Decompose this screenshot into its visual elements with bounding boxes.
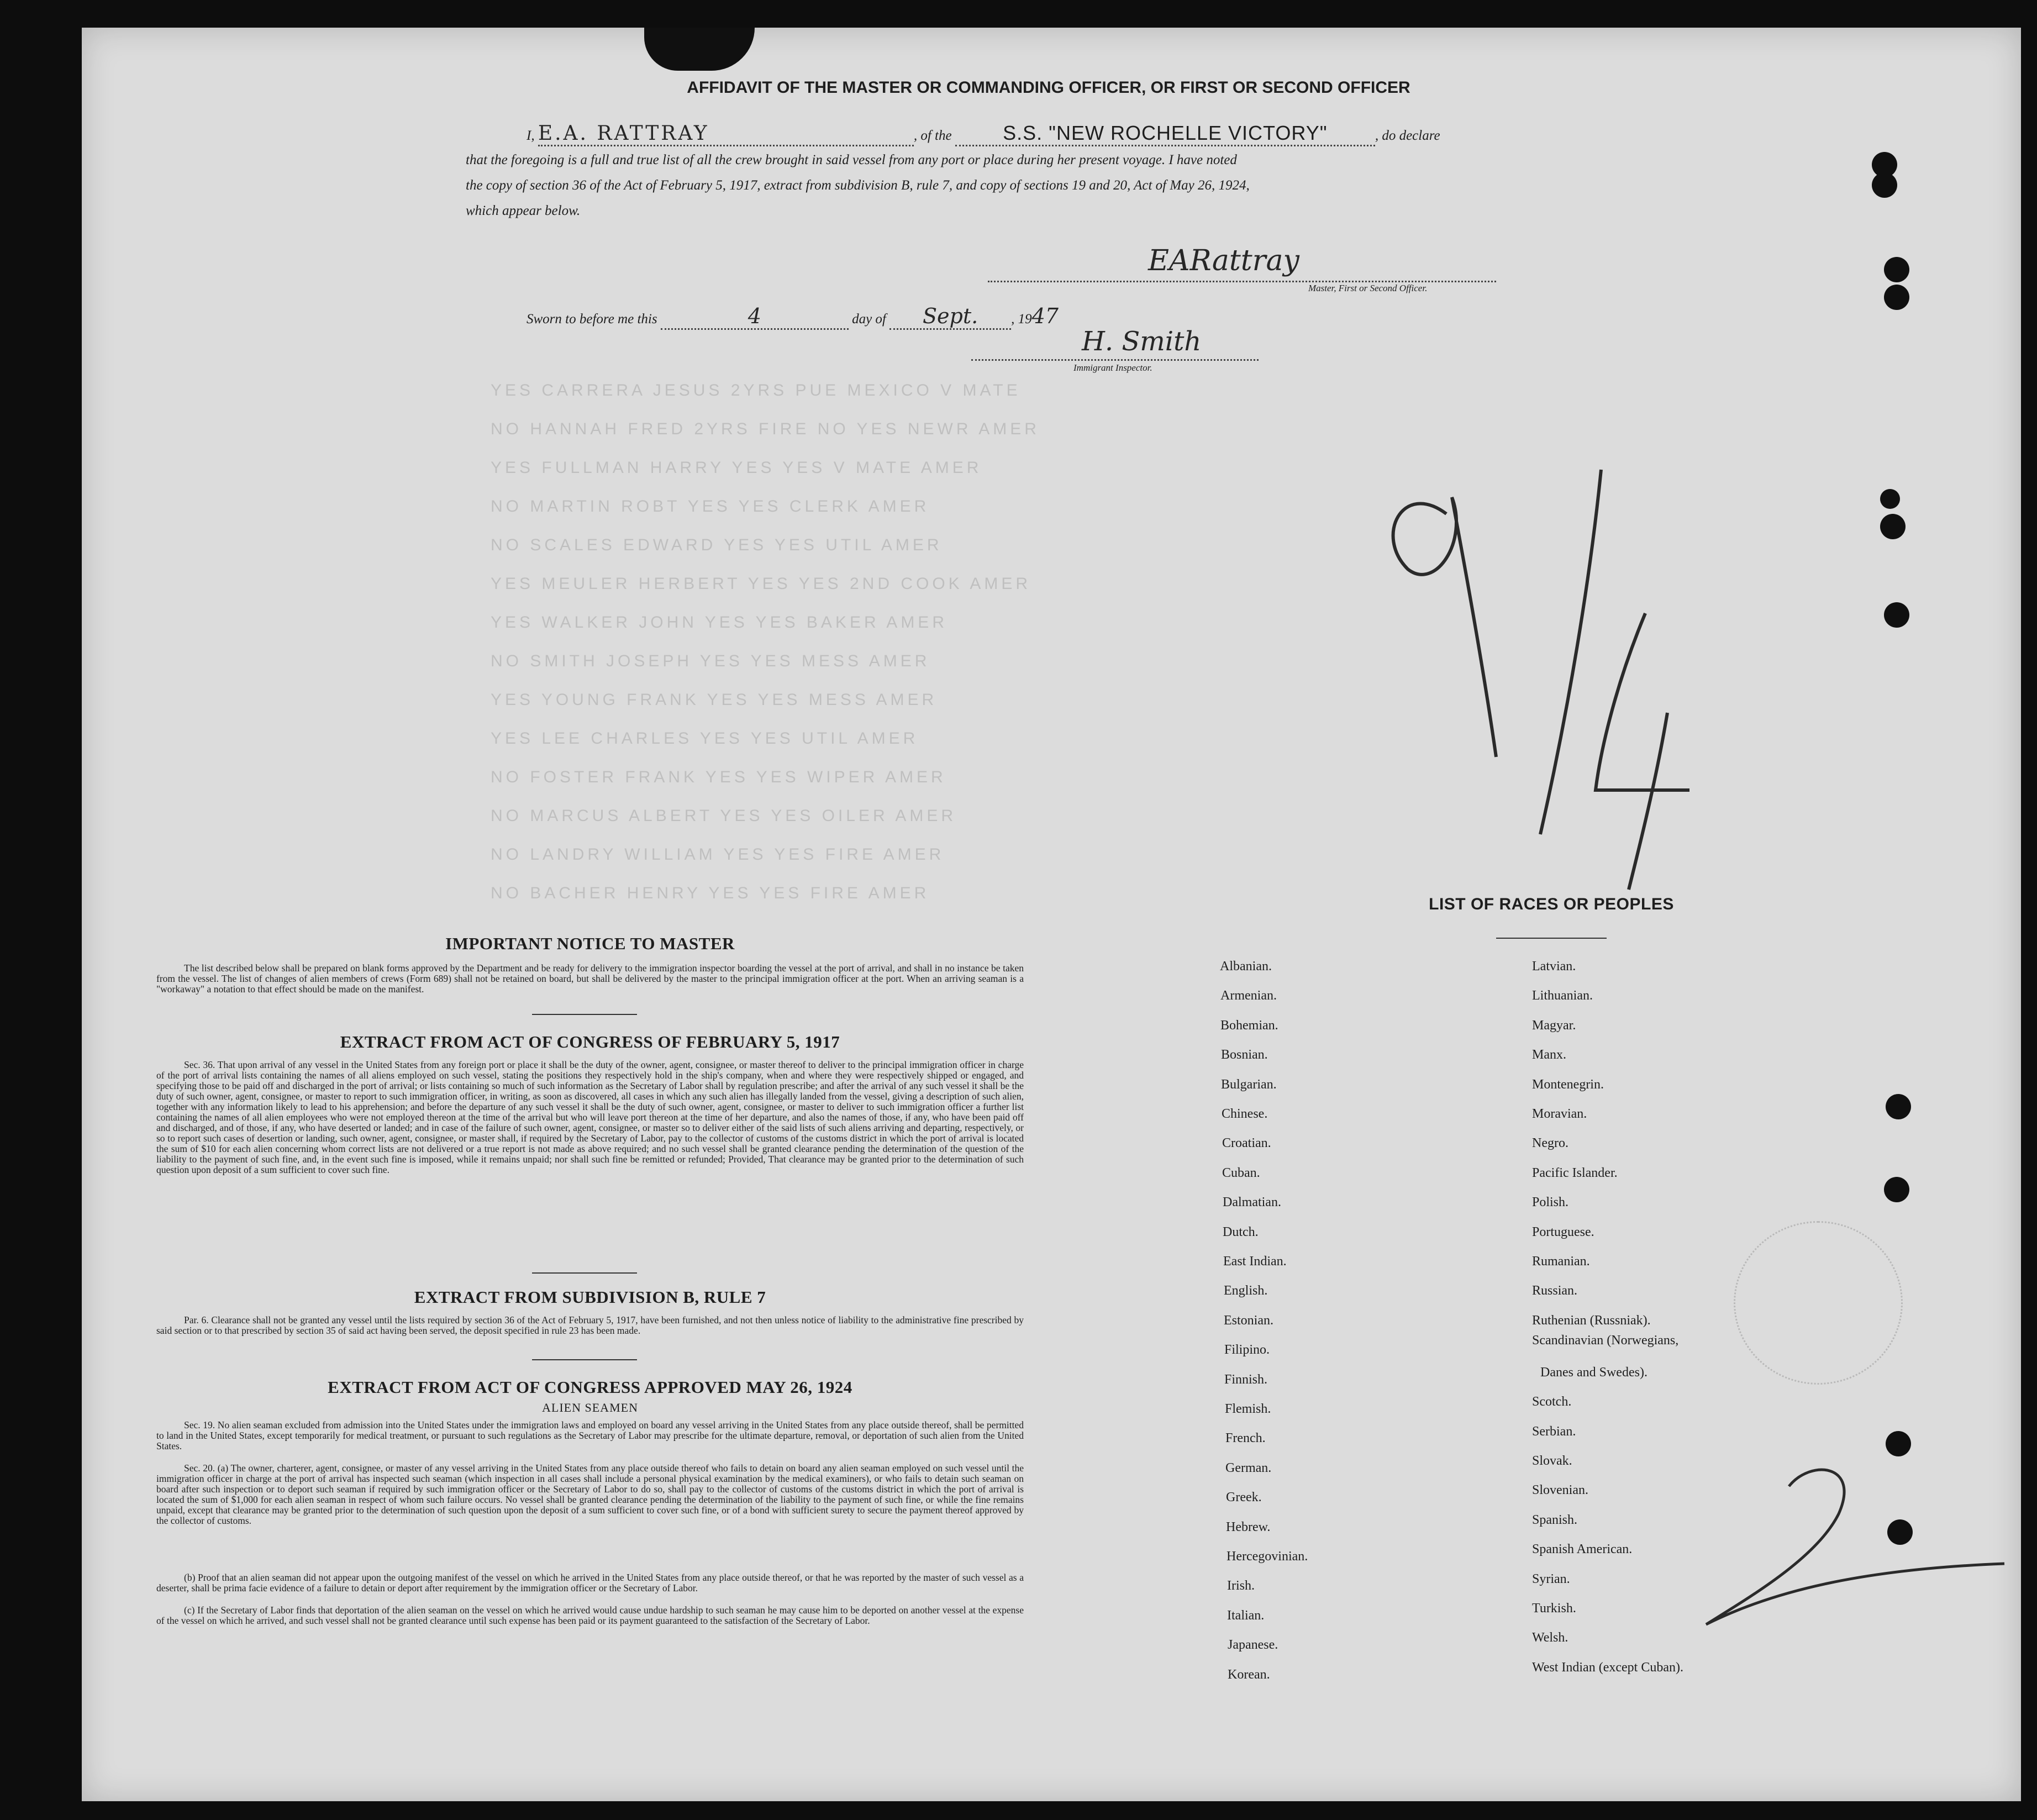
torn-edge <box>644 28 755 71</box>
race-item: Armenian. <box>1220 988 1277 1003</box>
race-item: Montenegrin. <box>1532 1077 1604 1092</box>
bleed-through-text: NO FOSTER FRANK YES YES WIPER AMER <box>491 768 946 786</box>
race-item: Ruthenian (Russniak). <box>1532 1313 1651 1328</box>
divider <box>1496 938 1607 939</box>
race-item: Hebrew. <box>1226 1519 1271 1534</box>
sworn-prefix: Sworn to before me this <box>527 312 657 327</box>
race-item: Cuban. <box>1222 1165 1260 1180</box>
master-signature-caption: Master, First or Second Officer. <box>1308 283 1428 293</box>
sworn-line <box>527 304 1059 330</box>
race-item: Portuguese. <box>1532 1224 1594 1239</box>
race-item: Scotch. <box>1532 1395 1572 1409</box>
extract-1917-text: Sec. 36. That upon arrival of any vessel in the United States from any foreign port or place it shall be the duty of the owner, agent, consignee, or master thereof to deliver to the principal immigration officer in charge of the port of arrival lists containing the names of all aliens employed on such vessel, stating the positions they respectively hold in the ship's company, when and where they were respectively shipped or engaged, and specifying those to be paid off and discharged in the port of arrival; or lists containing so much of such information as the Secretary of Labor shall by regulation prescribe; and after the arrival of any such vessel it shall be the duty of such owner, agent, consignee, or master to report to such immigration officer, in writing, as soon as discovered, all cases in which any such alien has illegally landed from the vessel, giving a description of such alien, together with any information likely to lead to his apprehension; and before the departure of any such vessel it shall be the duty of such owner, agent, consignee, or master to deliver to such immigration officer a further list containing the names of all alien employees who were not employed thereon at the time of the arrival but who will leave port thereon at the time of her departure, and also the names of those, if any, who have been paid off and discharged, and of those, if any, who have deserted or landed; and in case of the failure of such owner, agent, consignee, or master so to deliver either of the said lists of such aliens arriving and departing, respectively, or so to report such cases of desertion or landing, such owner, agent, consignee, or master shall, if required by the Secretary of Labor, pay to the collector of customs of the customs district in which the port of arrival is located the sum of $10 for each alien concerning whom correct lists are not delivered or a true report is not made as above required; and no such vessel shall be granted clearance pending the determination of the question of the liability to the payment of such fine, and, in the event such fine is imposed, while it remains unpaid; nor shall such fine be remitted or refunded; Provided, That clearance may be granted prior to the determination of such question upon deposit of a sum sufficient to cover such fine. <box>156 1059 1024 1175</box>
sworn-day-field <box>661 304 849 330</box>
races-title: LIST OF RACES OR PEOPLES <box>1429 895 1674 913</box>
extract-1924-subtitle: ALIEN SEAMEN <box>542 1401 638 1414</box>
declaration-prefix: I, <box>527 128 535 143</box>
bleed-through-text: YES YOUNG FRANK YES YES MESS AMER <box>491 691 938 709</box>
bleed-through-text: YES CARRERA JESUS 2YRS PUE MEXICO V MATE <box>491 381 1021 399</box>
officer-name: E.A. RATTRAY <box>538 122 709 145</box>
race-item: Polish. <box>1532 1195 1569 1210</box>
race-item: English. <box>1224 1284 1268 1298</box>
subdivision-b-title: EXTRACT FROM SUBDIVISION B, RULE 7 <box>414 1287 766 1307</box>
divider <box>532 1359 637 1360</box>
notice-title: IMPORTANT NOTICE TO MASTER <box>445 934 735 953</box>
sworn-day-of: day of <box>852 312 886 327</box>
race-item: Turkish. <box>1532 1601 1576 1616</box>
extract-1924-sec19: Sec. 19. No alien seaman excluded from admission into the United States under the immigration laws and employed on board any vessel arriving in the United States from any place outside thereof, shall be permitted to land in the United States, except temporarily for medical treatment, or pursuant to such regulations as the Secretary of Labor may prescribe for the ultimate departure, removal, or deportation of such alien from the United States. <box>156 1419 1024 1451</box>
race-item: Pacific Islander. <box>1532 1165 1618 1180</box>
handwritten-date-mark <box>1358 448 1701 901</box>
race-item: French. <box>1225 1431 1266 1446</box>
inspector-signature: H. Smith <box>1082 326 1202 357</box>
inspector-caption: Immigrant Inspector. <box>1073 362 1152 373</box>
race-item: Manx. <box>1532 1048 1566 1062</box>
race-item: Magyar. <box>1532 1018 1576 1033</box>
handwritten-number-mark <box>1629 1453 2015 1641</box>
affidavit-declaration-line <box>527 122 1797 146</box>
extract-1917-title: EXTRACT FROM ACT OF CONGRESS OF FEBRUARY 5, 1917 <box>340 1032 840 1051</box>
bleed-through-text: YES FULLMAN HARRY YES YES V MATE AMER <box>491 459 982 477</box>
race-item: Japanese. <box>1228 1638 1278 1653</box>
punch-hole <box>1884 602 1909 628</box>
race-item: Slovak. <box>1532 1454 1572 1468</box>
punch-hole <box>1884 257 1909 282</box>
sworn-month-field <box>889 304 1011 330</box>
extract-1924-title: EXTRACT FROM ACT OF CONGRESS APPROVED MAY 26, 1924 <box>328 1377 852 1397</box>
race-item: Moravian. <box>1532 1107 1587 1121</box>
race-item: Spanish American. <box>1532 1542 1633 1557</box>
master-signature: EARattray <box>1148 244 1299 277</box>
race-item: Bohemian. <box>1220 1018 1278 1033</box>
punch-hole <box>1880 514 1906 539</box>
master-signature-line <box>988 244 1496 282</box>
race-item: Korean. <box>1228 1667 1270 1682</box>
sworn-year: 47 <box>1031 304 1059 328</box>
race-item: West Indian (except Cuban). <box>1532 1660 1683 1675</box>
bleed-through-text: NO LANDRY WILLIAM YES YES FIRE AMER <box>491 845 945 864</box>
race-item: Latvian. <box>1532 959 1576 974</box>
affidavit-body-line: the copy of section 36 of the Act of February 5, 1917, extract from subdivision B, rule 7, and copy of sections 19 and 20, Act of May 26, 1924, <box>466 178 1250 193</box>
document-page <box>82 28 2021 1801</box>
extract-1924-sec20b: (b) Proof that an alien seaman did not appear upon the outgoing manifest of the vessel on which he arrived in the United States from any place outside thereof, or that he was reported by the master of such vessel as a deserter, shall be prima facie evidence of a failure to detain or deport after requirement by the immigration officer or the Secretary of Labor. <box>156 1572 1024 1593</box>
race-item: Albanian. <box>1220 959 1272 974</box>
sworn-year-prefix: , 19 <box>1011 312 1032 327</box>
declaration-of-the: , of the <box>913 128 952 143</box>
race-item: Dutch. <box>1223 1224 1259 1239</box>
race-item: Greek. <box>1226 1490 1262 1505</box>
divider <box>532 1014 637 1015</box>
faint-stamp <box>1734 1221 1903 1385</box>
race-item: Filipino. <box>1224 1343 1270 1358</box>
race-item: Bosnian. <box>1221 1048 1268 1062</box>
extract-1924-sec20a: Sec. 20. (a) The owner, charterer, agent, consignee, or master of any vessel arriving in the United States from any place outside thereof who fails to detain on board any alien seaman employed on such vessel until the immigration officer in charge at the port of arrival has inspected such seaman (which inspection in all cases shall include a personal physical examination by the medical examiners), or who fails to detain such seaman on board after such inspection or to deport such seaman if required by such immigration officer or the Secretary of Labor to do so, shall pay to the collector of customs of the customs district in which the port of arrival is located the sum of $1,000 for each alien seaman in respect of whom such failure occurs. No vessel shall be granted clearance pending the determination of the liability to the payment of such fine, or while the fine remains unpaid, except that clearance may be granted prior to the determination of such question upon the deposit of a sum sufficient to cover such fine, or of a bond with sufficient surety to secure the payment thereof approved by the collector of customs. <box>156 1463 1024 1526</box>
race-item: Negro. <box>1532 1136 1568 1151</box>
race-item: Rumanian. <box>1532 1254 1590 1269</box>
race-item: Irish. <box>1227 1579 1255 1593</box>
notice-text: The list described below shall be prepared on blank forms approved by the Department and be ready for delivery to the immigration inspector boarding the vessel at the port of arrival, and shall in no instance be taken from the vessel. The list of changes of alien members of crews (Form 689) shall not be retained on board, but shall be delivered by the master to the principal immigration officer at the port. When an arriving seaman is a "workaway" a notation to that effect should be made on the manifest. <box>156 962 1024 995</box>
vessel-name-field <box>955 122 1375 146</box>
race-item: German. <box>1225 1460 1272 1475</box>
race-item: Italian. <box>1227 1608 1265 1623</box>
bleed-through-text: YES MEULER HERBERT YES YES 2ND COOK AMER <box>491 575 1031 593</box>
punch-hole <box>1884 1177 1909 1202</box>
bleed-through-text: YES WALKER JOHN YES YES BAKER AMER <box>491 613 948 632</box>
bleed-through-text: NO MARTIN ROBT YES YES CLERK AMER <box>491 497 930 516</box>
bleed-through-text: NO MARCUS ALBERT YES YES OILER AMER <box>491 807 957 825</box>
punch-hole <box>1880 489 1900 509</box>
subdivision-b-text: Par. 6. Clearance shall not be granted any vessel until the lists required by section 36 of the Act of February 5, 1917, have been furnished, and not then unless notice of liability to the administrative fine prescribed by said section or to that prescribed by section 35 of said act having been served, the deposit specified in rule 23 has been made. <box>156 1314 1024 1336</box>
race-item: East Indian. <box>1223 1254 1287 1269</box>
vessel-name: S.S. "NEW ROCHELLE VICTORY" <box>1003 122 1328 144</box>
sworn-month: Sept. <box>923 304 978 328</box>
divider <box>532 1272 637 1274</box>
race-item: Hercegovinian. <box>1227 1549 1308 1564</box>
officer-name-field <box>538 122 914 146</box>
inspector-signature-line <box>971 326 1259 361</box>
race-item: Welsh. <box>1532 1630 1568 1645</box>
race-item: Flemish. <box>1225 1402 1271 1416</box>
sworn-day: 4 <box>748 304 761 328</box>
bleed-through-text: NO BACHER HENRY YES YES FIRE AMER <box>491 884 930 902</box>
punch-hole <box>1884 285 1909 310</box>
race-item: Syrian. <box>1532 1571 1570 1586</box>
race-item: Estonian. <box>1224 1313 1273 1328</box>
punch-hole <box>1872 172 1897 198</box>
race-item: Lithuanian. <box>1532 988 1593 1003</box>
race-item: Bulgarian. <box>1221 1077 1277 1092</box>
race-item: Chinese. <box>1222 1107 1268 1121</box>
race-item: Croatian. <box>1222 1136 1271 1151</box>
race-item: Finnish. <box>1224 1372 1268 1387</box>
affidavit-title: AFFIDAVIT OF THE MASTER OR COMMANDING OFFICER, OR FIRST OR SECOND OFFICER <box>687 78 1410 97</box>
bleed-through-text: YES LEE CHARLES YES YES UTIL AMER <box>491 729 919 748</box>
bleed-through-text: NO SMITH JOSEPH YES YES MESS AMER <box>491 652 930 670</box>
race-item: Scandinavian (Norwegians, <box>1532 1333 1679 1348</box>
affidavit-body-line: that the foregoing is a full and true list of all the crew brought in said vessel from any port or place during her present voyage. I have noted <box>466 152 1237 167</box>
bleed-through-text: NO HANNAH FRED 2YRS FIRE NO YES NEWR AMER <box>491 420 1040 438</box>
punch-hole <box>1886 1094 1911 1119</box>
declaration-suffix: , do declare <box>1375 128 1440 143</box>
race-item: Spanish. <box>1532 1512 1578 1527</box>
affidavit-body-line: which appear below. <box>466 203 581 218</box>
bleed-through-text: NO SCALES EDWARD YES YES UTIL AMER <box>491 536 943 554</box>
race-item: Danes and Swedes). <box>1540 1365 1648 1380</box>
extract-1924-sec20c: (c) If the Secretary of Labor finds that deportation of the alien seaman on the vessel on which he arrived would cause undue hardship to such seaman he may cause him to be deported on another vessel at the expense of the vessel on which he arrived, and such vessel shall not be granted clearance until such expense has been paid or its payment guaranteed to the satisfaction of the Secretary of Labor. <box>156 1605 1024 1626</box>
race-item: Slovenian. <box>1532 1483 1588 1498</box>
race-item: Dalmatian. <box>1223 1195 1281 1210</box>
race-item: Russian. <box>1532 1284 1578 1298</box>
race-item: Serbian. <box>1532 1424 1576 1439</box>
